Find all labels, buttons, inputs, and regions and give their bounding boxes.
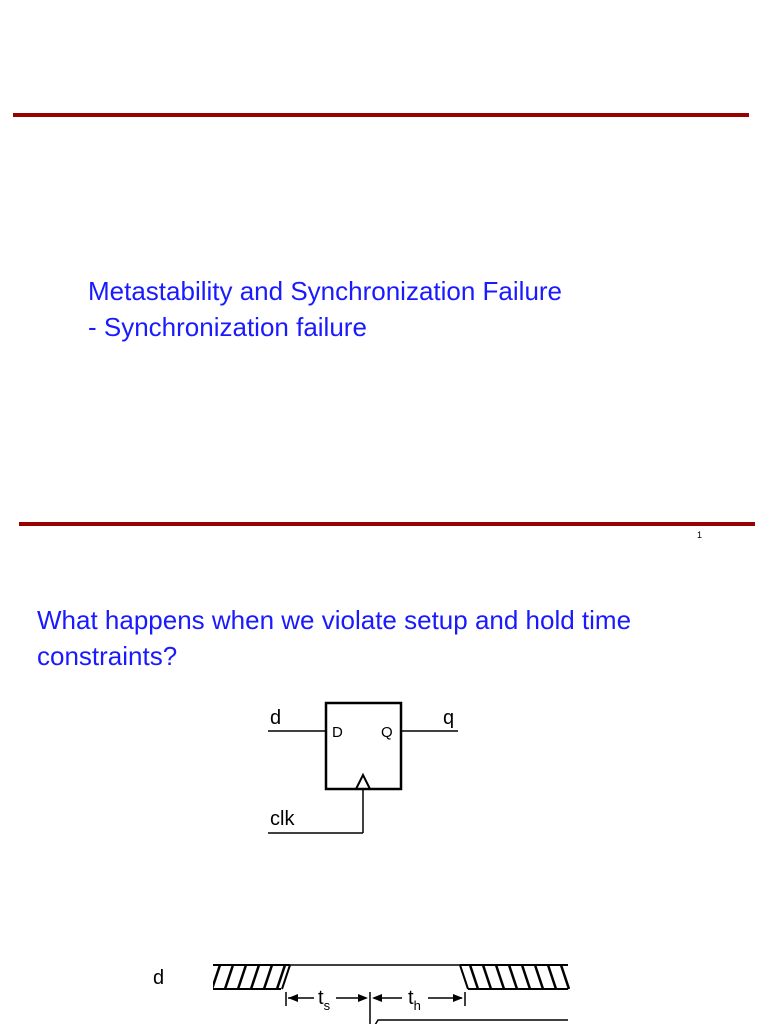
slide2-title: What happens when we violate setup and hold time constraints? bbox=[37, 605, 632, 671]
transition-right bbox=[460, 965, 468, 989]
clock-triangle bbox=[356, 775, 370, 789]
hatch-left bbox=[212, 965, 290, 989]
slide1-title-line2: - Synchronization failure bbox=[88, 312, 367, 342]
hold-time-main: t bbox=[408, 987, 414, 1009]
hold-time-sub: h bbox=[413, 998, 421, 1013]
timing-d-label: d bbox=[153, 967, 165, 989]
hatch-right bbox=[460, 965, 569, 989]
hold-time-label bbox=[408, 987, 421, 1013]
clk-waveform bbox=[372, 1020, 568, 1024]
clk-label: clk bbox=[270, 808, 295, 830]
page-number: 1 bbox=[697, 530, 703, 540]
d-input-label: d bbox=[270, 707, 282, 729]
timing-diagram bbox=[153, 965, 569, 1024]
setup-time-sub: s bbox=[323, 998, 331, 1013]
setup-time-main: t bbox=[318, 987, 324, 1009]
setup-time-label bbox=[318, 987, 331, 1013]
pin-q-label: Q bbox=[381, 724, 393, 741]
flipflop-diagram bbox=[268, 703, 458, 833]
pin-d-label: D bbox=[332, 724, 343, 741]
slide1-title-line1: Metastability and Synchronization Failure bbox=[88, 276, 563, 306]
q-output-label: q bbox=[443, 707, 455, 729]
